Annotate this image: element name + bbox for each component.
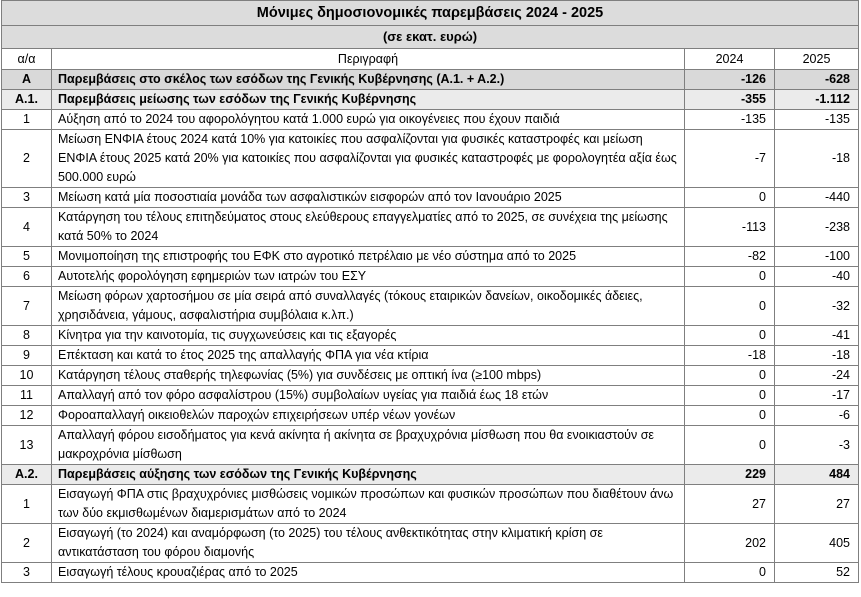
row-description: Παρεμβάσεις αύξησης των εσόδων της Γενικής Κυβέρνησης <box>52 465 685 485</box>
row-id: 3 <box>2 563 52 583</box>
row-description: Απαλλαγή φόρου εισοδήματος για κενά ακίνητα ή ακίνητα σε βραχυχρόνια μίσθωση που θα ενοικιαστούν σε μακροχρόνια μίσθωση <box>52 426 685 465</box>
table-group-row <box>2 70 859 90</box>
row-value-2025: 405 <box>775 524 859 563</box>
row-description: Κατάργηση τέλους σταθερής τηλεφωνίας (5%) για συνδέσεις με οπτική ίνα (≥100 mbps) <box>52 366 685 386</box>
table-row <box>2 188 859 208</box>
row-description: Επέκταση και κατά το έτος 2025 της απαλλαγής ΦΠΑ για νέα κτίρια <box>52 346 685 366</box>
row-value-2025: 27 <box>775 485 859 524</box>
table-title: Μόνιμες δημοσιονομικές παρεμβάσεις 2024 - 2025 <box>2 1 859 26</box>
table-row <box>2 485 859 524</box>
row-value-2025: -628 <box>775 70 859 90</box>
row-value-2024: -126 <box>685 70 775 90</box>
row-description: Αύξηση από το 2024 του αφορολόγητου κατά 1.000 ευρώ για οικογένειες που έχουν παιδιά <box>52 110 685 130</box>
header-row <box>2 49 859 70</box>
row-description: Μονιμοποίηση της επιστροφής του ΕΦΚ στο αγροτικό πετρέλαιο με νέο σύστημα από το 2025 <box>52 247 685 267</box>
table-row <box>2 267 859 287</box>
row-value-2024: 202 <box>685 524 775 563</box>
row-value-2024: 0 <box>685 406 775 426</box>
table-row <box>2 130 859 188</box>
row-value-2024: 0 <box>685 366 775 386</box>
row-value-2024: 0 <box>685 386 775 406</box>
row-value-2024: -18 <box>685 346 775 366</box>
row-description: Αυτοτελής φορολόγηση εφημεριών των ιατρών του ΕΣΥ <box>52 267 685 287</box>
subtitle-row <box>2 26 859 49</box>
row-value-2024: -82 <box>685 247 775 267</box>
row-description: Παρεμβάσεις στο σκέλος των εσόδων της Γενικής Κυβέρνησης (Α.1. + Α.2.) <box>52 70 685 90</box>
row-description: Κίνητρα για την καινοτομία, τις συγχωνεύσεις και τις εξαγορές <box>52 326 685 346</box>
row-value-2025: 484 <box>775 465 859 485</box>
row-value-2025: -238 <box>775 208 859 247</box>
table-subtitle: (σε εκατ. ευρώ) <box>2 26 859 49</box>
row-value-2025: -41 <box>775 326 859 346</box>
row-id: 11 <box>2 386 52 406</box>
table-group-row <box>2 90 859 110</box>
row-description: Παρεμβάσεις μείωσης των εσόδων της Γενικής Κυβέρνησης <box>52 90 685 110</box>
row-id: 10 <box>2 366 52 386</box>
row-id: Α <box>2 70 52 90</box>
row-description: Μείωση κατά μία ποσοστιαία μονάδα των ασφαλιστικών εισφορών από τον Ιανουάριο 2025 <box>52 188 685 208</box>
row-value-2025: -32 <box>775 287 859 326</box>
row-value-2024: 0 <box>685 326 775 346</box>
row-id: Α.1. <box>2 90 52 110</box>
row-id: 9 <box>2 346 52 366</box>
row-value-2025: -100 <box>775 247 859 267</box>
row-id: 13 <box>2 426 52 465</box>
row-value-2024: 0 <box>685 563 775 583</box>
row-description: Φοροαπαλλαγή οικειοθελών παροχών επιχειρήσεων υπέρ νέων γονέων <box>52 406 685 426</box>
row-id: 2 <box>2 130 52 188</box>
row-value-2024: -113 <box>685 208 775 247</box>
title-row <box>2 1 859 26</box>
table-row <box>2 247 859 267</box>
table-group-row <box>2 465 859 485</box>
table-row <box>2 287 859 326</box>
row-value-2025: -18 <box>775 130 859 188</box>
column-header-description: Περιγραφή <box>52 49 685 70</box>
row-id: 1 <box>2 485 52 524</box>
row-value-2025: -24 <box>775 366 859 386</box>
row-value-2025: -440 <box>775 188 859 208</box>
row-id: 6 <box>2 267 52 287</box>
row-value-2024: 0 <box>685 267 775 287</box>
row-value-2025: -135 <box>775 110 859 130</box>
row-value-2025: -3 <box>775 426 859 465</box>
row-description: Μείωση φόρων χαρτοσήμου σε μία σειρά από συναλλαγές (τόκους εταιρικών δανείων, οικοδομικές άδειες, χρησιδάνεια, γάμους, ασφαλιστήρια συμβόλαια κ.λπ.) <box>52 287 685 326</box>
column-header-2024: 2024 <box>685 49 775 70</box>
row-value-2025: -17 <box>775 386 859 406</box>
row-description: Κατάργηση του τέλους επιτηδεύματος στους ελεύθερους επαγγελματίες από το 2025, σε συνέχεια της μείωσης κατά 50% το 2024 <box>52 208 685 247</box>
row-value-2025: 52 <box>775 563 859 583</box>
row-value-2024: 0 <box>685 426 775 465</box>
row-id: 1 <box>2 110 52 130</box>
table-row <box>2 208 859 247</box>
row-id: 5 <box>2 247 52 267</box>
row-description: Απαλλαγή από τον φόρο ασφαλίστρου (15%) συμβολαίων υγείας για παιδιά έως 18 ετών <box>52 386 685 406</box>
row-value-2024: -7 <box>685 130 775 188</box>
table-row <box>2 346 859 366</box>
row-value-2024: 0 <box>685 287 775 326</box>
row-description: Εισαγωγή (το 2024) και αναμόρφωση (το 2025) του τέλους ανθεκτικότητας στην κλιματική κρίση σε αντικατάσταση του φόρου διαμονής <box>52 524 685 563</box>
row-id: 12 <box>2 406 52 426</box>
row-id: 3 <box>2 188 52 208</box>
row-value-2024: 229 <box>685 465 775 485</box>
column-header-2025: 2025 <box>775 49 859 70</box>
row-value-2025: -1.112 <box>775 90 859 110</box>
row-id: 8 <box>2 326 52 346</box>
row-value-2025: -6 <box>775 406 859 426</box>
row-id: 7 <box>2 287 52 326</box>
table-row <box>2 426 859 465</box>
row-value-2024: -135 <box>685 110 775 130</box>
column-header-aa: α/α <box>2 49 52 70</box>
row-description: Εισαγωγή τέλους κρουαζιέρας από το 2025 <box>52 563 685 583</box>
row-description: Μείωση ΕΝΦΙΑ έτους 2024 κατά 10% για κατοικίες που ασφαλίζονται για φυσικές καταστροφές και μείωση ΕΝΦΙΑ έτους 2025 κατά 20% για κατοικίες που ασφαλίζονται για φυσικές καταστροφές με φορολογητέα αξία έως 500.000 ευρώ <box>52 130 685 188</box>
row-id: Α.2. <box>2 465 52 485</box>
table-row <box>2 326 859 346</box>
row-description: Εισαγωγή ΦΠΑ στις βραχυχρόνιες μισθώσεις νομικών προσώπων και φυσικών προσώπων που διαθέτουν άνω των δύο εκμισθωμένων διαμερισμάτων από το 2024 <box>52 485 685 524</box>
fiscal-measures-table <box>1 0 859 583</box>
row-value-2024: -355 <box>685 90 775 110</box>
table-row <box>2 110 859 130</box>
row-value-2024: 27 <box>685 485 775 524</box>
row-id: 2 <box>2 524 52 563</box>
row-id: 4 <box>2 208 52 247</box>
table-row <box>2 524 859 563</box>
table-row <box>2 563 859 583</box>
table-row <box>2 366 859 386</box>
table-row <box>2 406 859 426</box>
row-value-2024: 0 <box>685 188 775 208</box>
table-row <box>2 386 859 406</box>
row-value-2025: -40 <box>775 267 859 287</box>
row-value-2025: -18 <box>775 346 859 366</box>
